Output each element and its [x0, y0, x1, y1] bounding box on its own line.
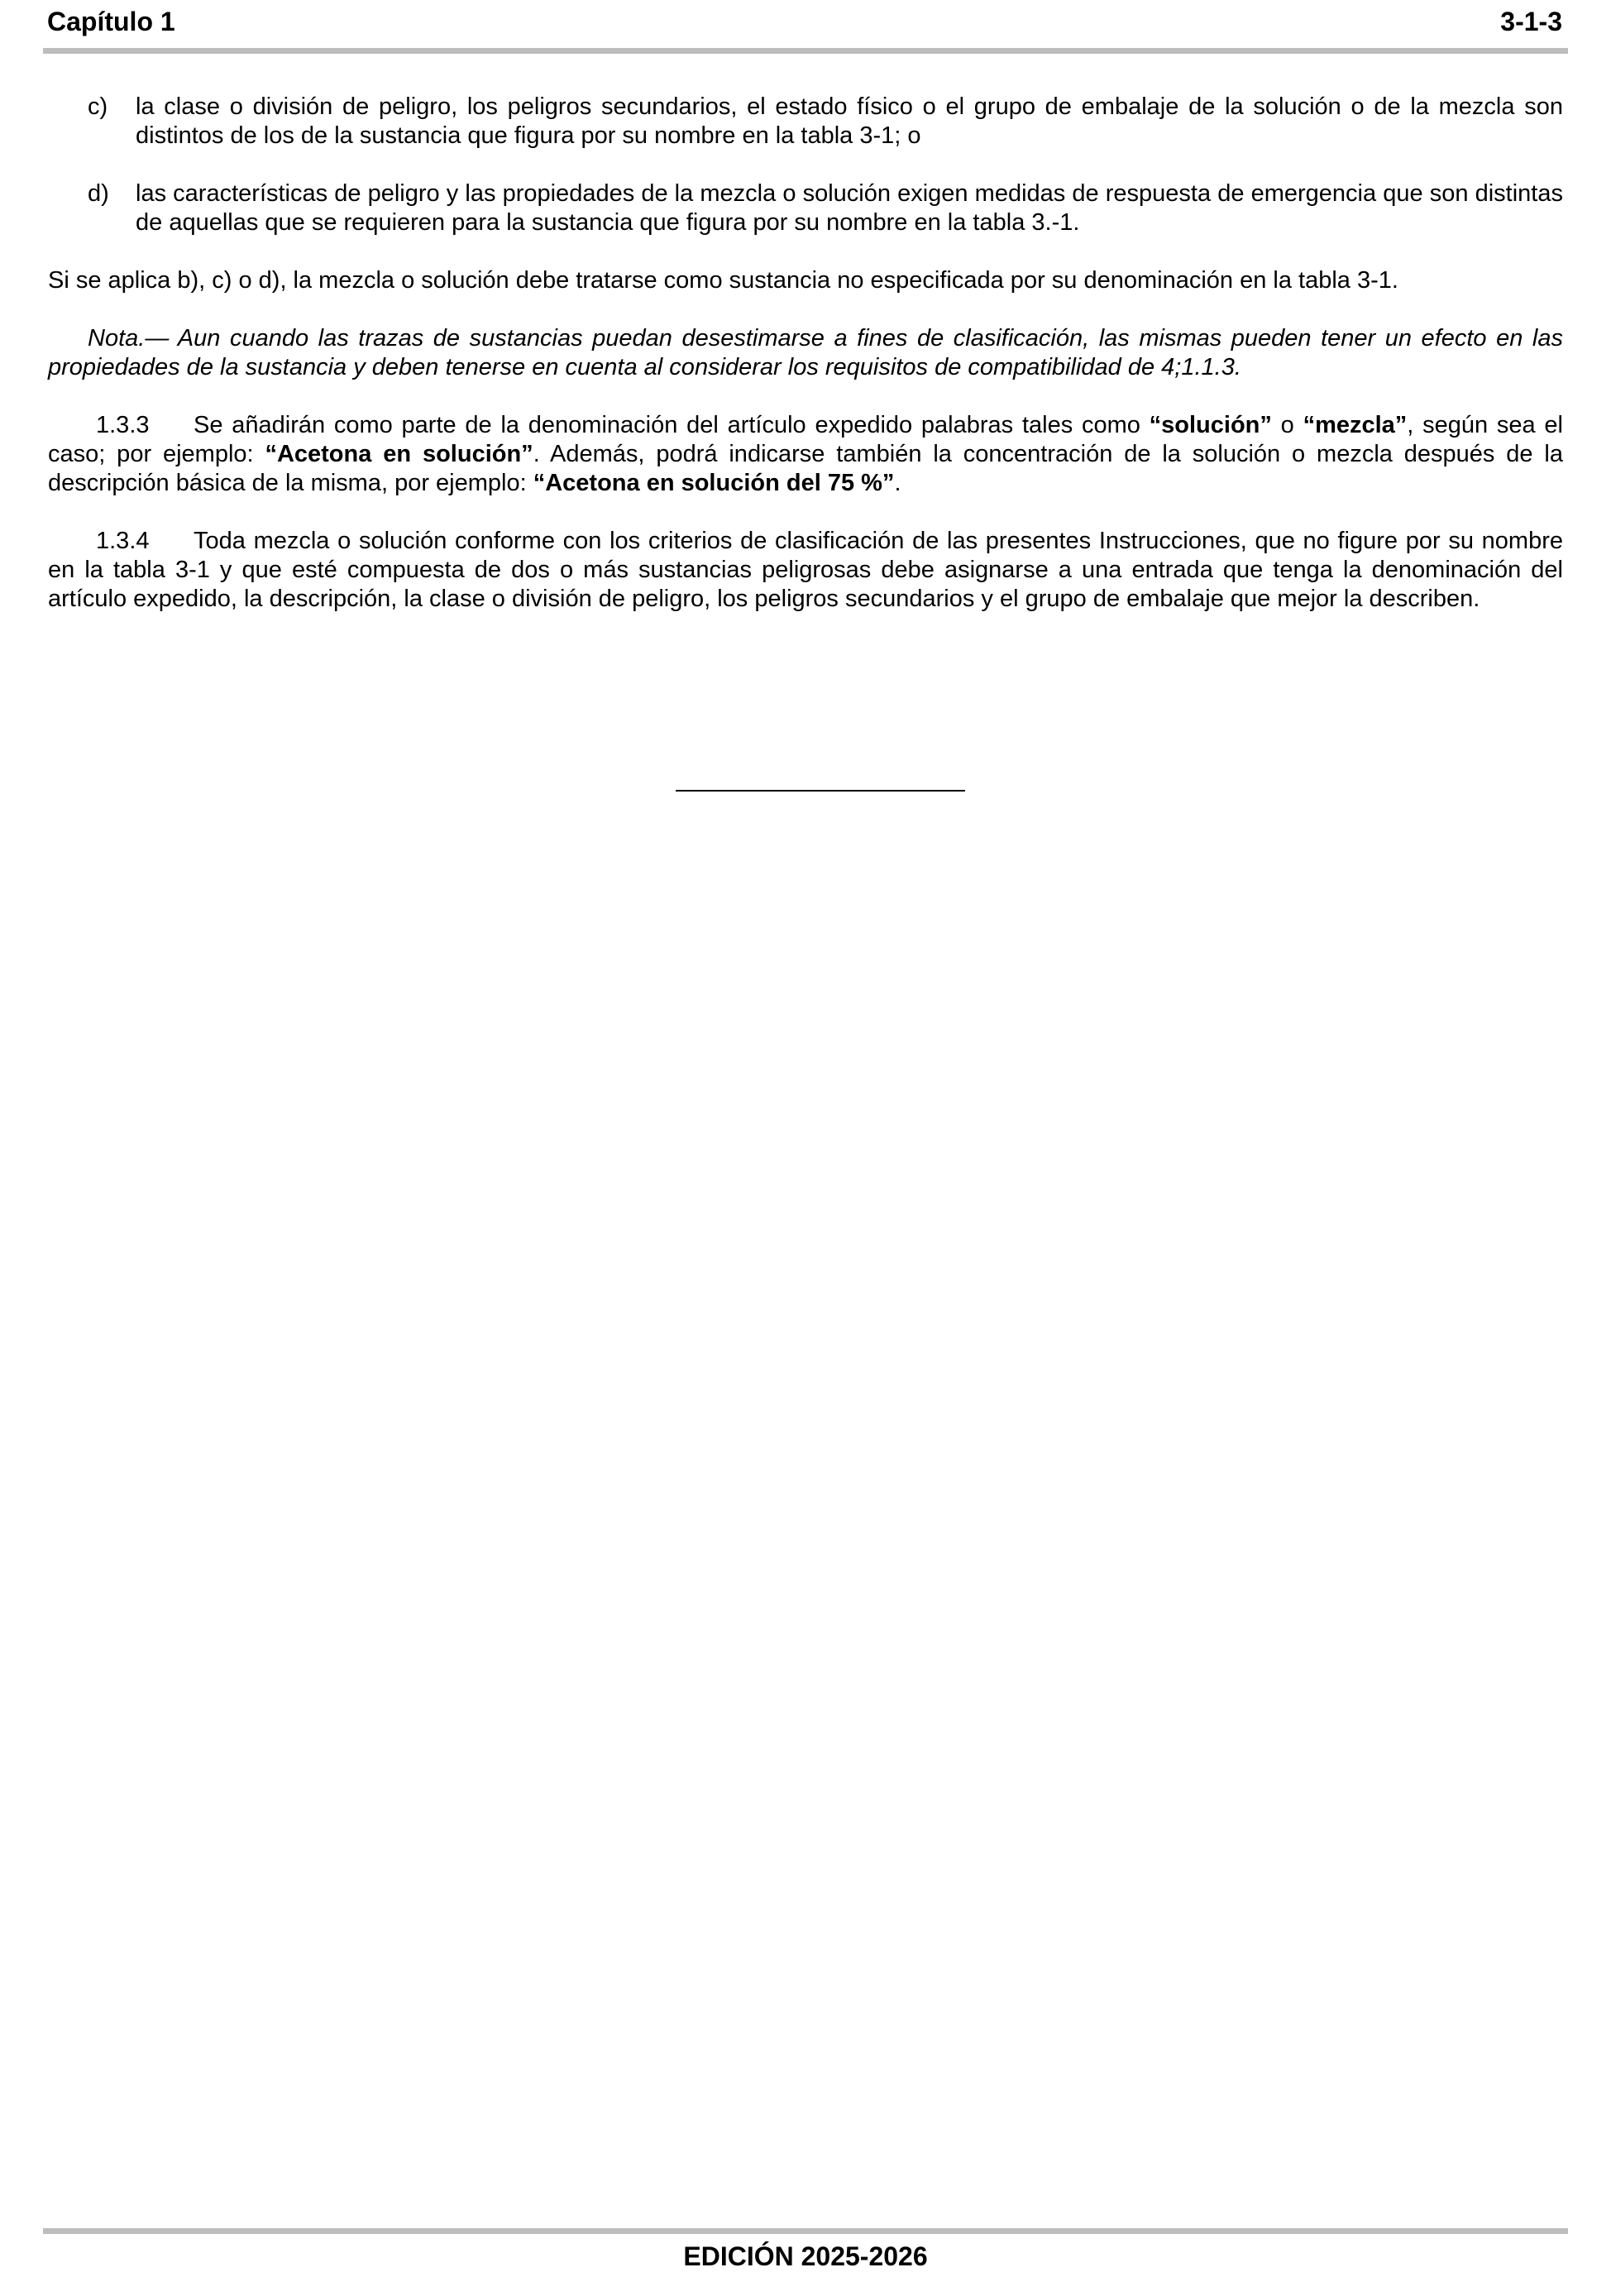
term-solucion: “solución” [1149, 412, 1272, 438]
paragraph-1-3-3 [48, 411, 1563, 498]
example-acetona: “Acetona en solución” [265, 441, 533, 467]
page-number: 3-1-3 [1500, 6, 1562, 36]
list-item-text: las características de peligro y las propiedades de la mezcla o solución exigen medidas de respuesta de emergencia que son distintas de aquellas que se requieren para la sustancia que figura por su nombre en la tabla 3.-1. [136, 180, 1563, 236]
document-body [48, 93, 1563, 643]
example-acetona-75: “Acetona en solución del 75 %” [533, 470, 895, 496]
list-item-text: la clase o división de peligro, los peligros secundarios, el estado físico o el grupo de embalaje de la solución o de la mezcla son distintos de los de la sustancia que figura por su nombre en la tabla 3-1; o [136, 93, 1563, 149]
text-run: . Además, podrá indicarse también la concentración de la solución o mezcla después de la descripción básica de la misma, por ejemplo: [48, 441, 1563, 496]
list-item-d [48, 179, 1563, 237]
paragraph-1-3-4 [48, 527, 1563, 614]
footer-rule [43, 2228, 1568, 2234]
text-run: Se añadirán como parte de la denominación del artículo expedido palabras tales como [194, 412, 1150, 438]
chapter-title: Capítulo 1 [47, 6, 175, 36]
text-run: o [1271, 412, 1303, 438]
edition-footer: EDICIÓN 2025-2026 [683, 2241, 928, 2271]
paragraph-text: Toda mezcla o solución conforme con los criterios de clasificación de las presentes Instrucciones, que no figure por su nombre en la tabla 3-1 y que esté compuesta de dos o más sustancias peligrosas debe asignarse a una entrada que tenga la denominación del artículo expedido, la descripción, la clase o división de peligro, los peligros secundarios y el grupo de embalaje que mejor la describen. [48, 528, 1563, 612]
end-of-chapter-line [676, 790, 965, 792]
apply-paragraph: Si se aplica b), c) o d), la mezcla o solución debe tratarse como sustancia no especificada por su denominación en la tabla 3-1. [48, 267, 1398, 294]
section-number: 1.3.4 [96, 528, 150, 554]
header-rule [43, 48, 1568, 54]
section-number: 1.3.3 [96, 412, 150, 438]
text-run: . [894, 470, 901, 496]
note-label: Nota.— [88, 325, 170, 352]
list-item-label: c) [88, 93, 108, 120]
list-item-c [48, 93, 1563, 151]
term-mezcla: “mezcla” [1303, 412, 1408, 438]
note-text: Aun cuando las trazas de sustancias puedan desestimarse a fines de clasificación, las mismas pueden tener un efecto en las propiedades de la sustancia y deben tenerse en cuenta al considerar los requisitos de compatibilidad de 4;1.1.3. [48, 325, 1563, 380]
note-paragraph [48, 324, 1563, 382]
page-header [47, 0, 1562, 43]
list-item-label: d) [88, 180, 109, 207]
text-run: , según sea el caso; por ejemplo: [48, 412, 1563, 467]
